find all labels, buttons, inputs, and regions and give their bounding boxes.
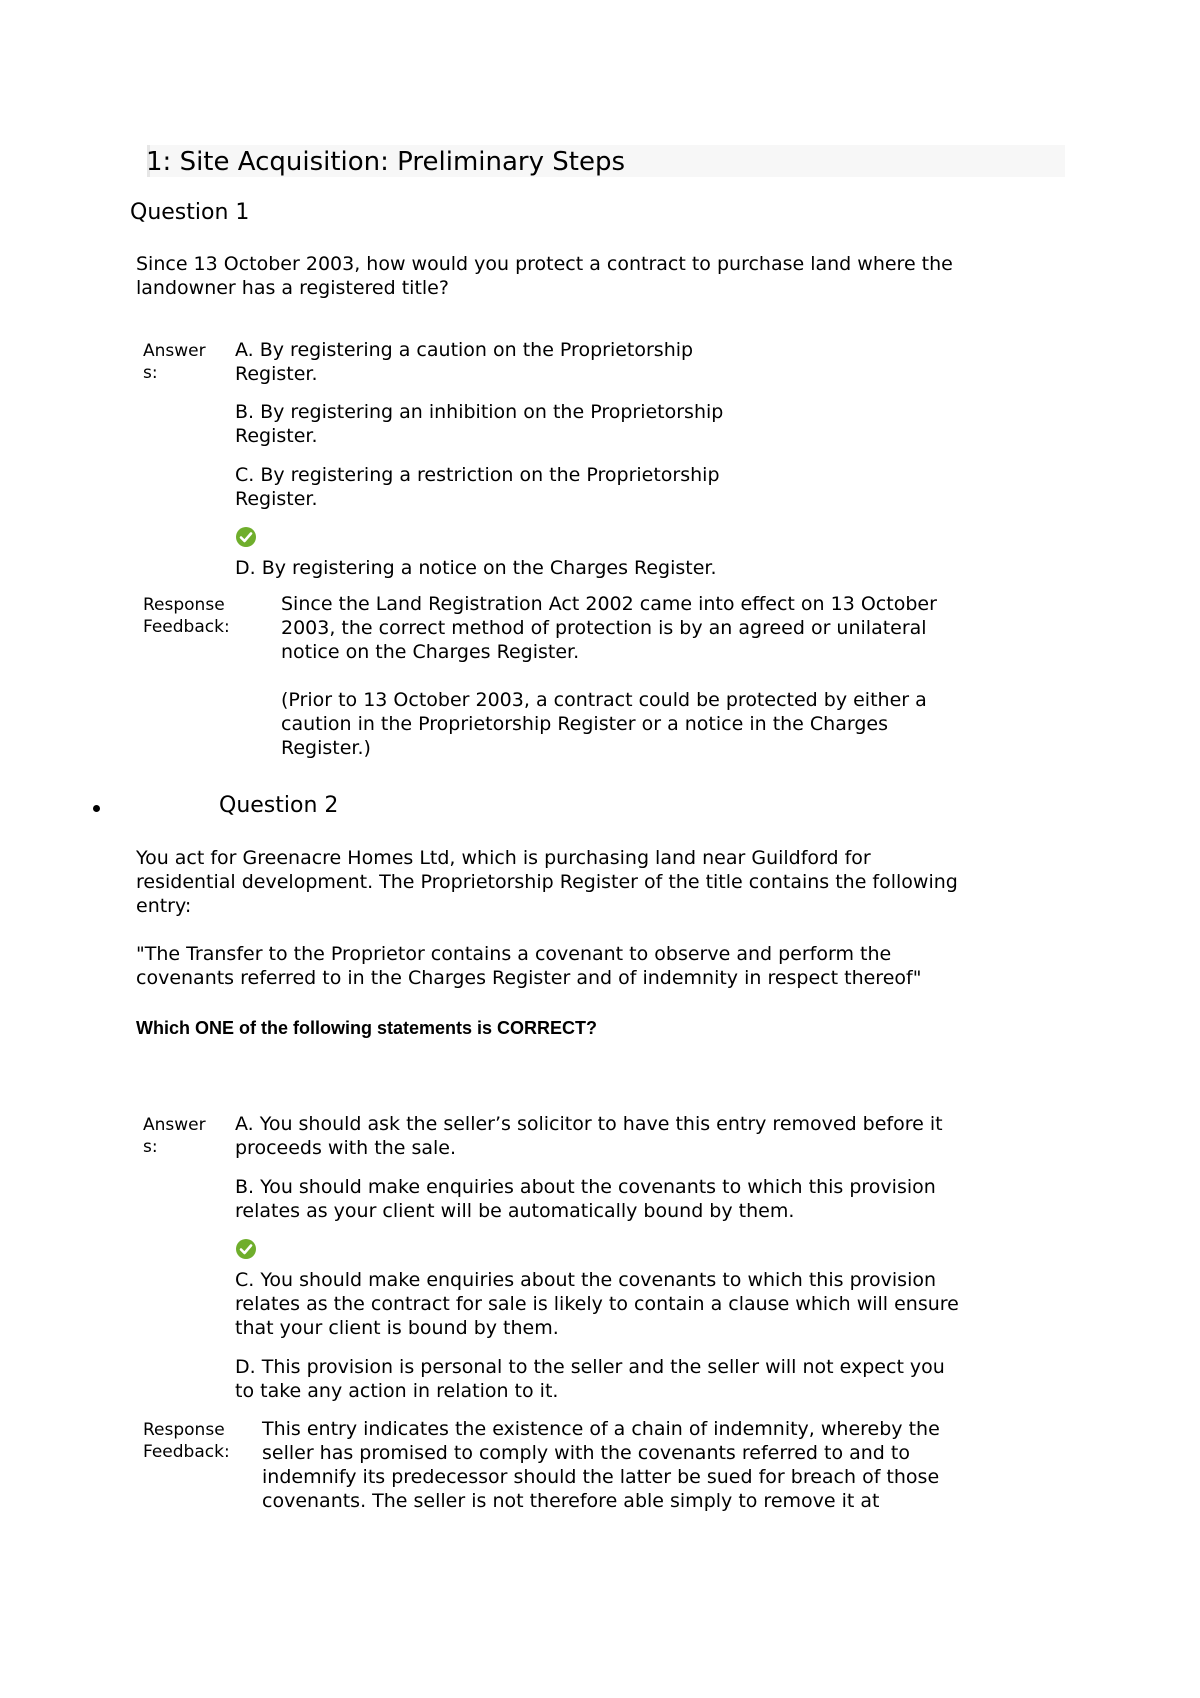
question-1-prompt: Since 13 October 2003, how would you protect a contract to purchase land where the landowner has a registered title? [136,253,953,299]
question-2-answers-label: Answer s: [143,1115,206,1157]
question-2-prompt: You act for Greenacre Homes Ltd, which is purchasing land near Guildford for residential development. The Proprietorship Register of the title contains the following entry: [136,847,958,917]
q2-option-c[interactable]: C. You should make enquiries about the covenants to which this provision relates as the contract for sale is likely to contain a clause which will ensure that your client is bound by them. [235,1269,959,1339]
q2-option-a[interactable]: A. You should ask the seller’s solicitor to have this entry removed before it proceeds with the sale. [235,1113,943,1159]
section-title: 1: Site Acquisition: Preliminary Steps [146,147,626,177]
question-1-feedback: Since the Land Registration Act 2002 came into effect on 13 October 2003, the correct method of protection is by an agreed or unilateral notice on the Charges Register. (Prior to 13 October 2003, a contract could be protected by either a caution in the Proprietorship Register or a notice in the Charges Register.) [281,593,937,759]
question-2-question: Which ONE of the following statements is CORRECT? [136,1018,598,1038]
question-1-feedback-label: Response Feedback: [143,595,230,637]
question-2-heading: Question 2 [219,793,339,818]
q1-option-c[interactable]: C. By registering a restriction on the Proprietorship Register. [235,464,720,510]
q1-option-b[interactable]: B. By registering an inhibition on the Proprietorship Register. [235,401,724,447]
q2-option-b[interactable]: B. You should make enquiries about the covenants to which this provision relates as your client will be automatically bound by them. [235,1176,936,1222]
correct-check-icon [236,527,256,547]
question-1-answers-label: Answer s: [143,341,206,383]
question-2-feedback: This entry indicates the existence of a chain of indemnity, whereby the seller has promised to comply with the covenants referred to and to indemnify its predecessor should the latter be sued for breach of those covenants. The seller is not therefore able simply to remove it at [262,1418,940,1512]
list-bullet [93,805,100,812]
q1-option-d[interactable]: D. By registering a notice on the Charges Register. [235,557,717,579]
correct-check-icon [236,1239,256,1259]
q1-option-a[interactable]: A. By registering a caution on the Proprietorship Register. [235,339,694,385]
question-2-quote: "The Transfer to the Proprietor contains a covenant to observe and perform the covenants referred to in the Charges Register and of indemnity in respect thereof" [136,943,922,989]
question-2-feedback-label: Response Feedback: [143,1420,230,1462]
q2-option-d[interactable]: D. This provision is personal to the seller and the seller will not expect you to take any action in relation to it. [235,1356,945,1402]
question-1-heading: Question 1 [130,200,250,225]
